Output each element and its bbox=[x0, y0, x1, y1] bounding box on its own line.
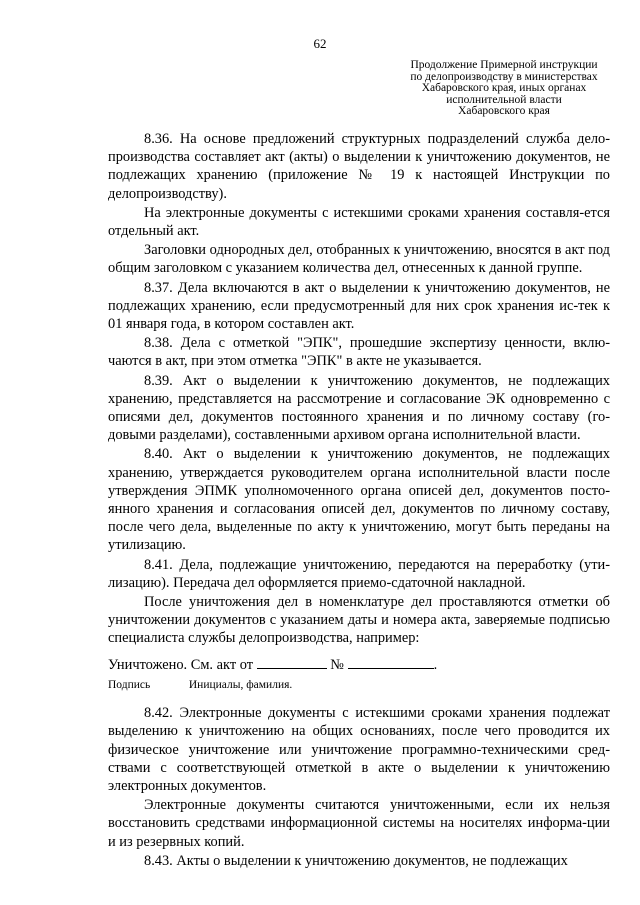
paragraph-8-40: 8.40. Акт о выделении к уничтожению документов, не подлежащих хранению, утверждается руководителем органа исполнительной власти после утверждения ЭПМК уполномоченного органа описей дел, документов посто-янного хранения и согласования описей дел, документов по личному составу, после чего дела, выделенные по акту к уничтожению, могут быть переданы на утилизацию. bbox=[108, 446, 610, 554]
number-blank-line bbox=[348, 656, 434, 669]
header-note-line: Хабаровского края bbox=[458, 105, 550, 117]
header-note bbox=[388, 60, 620, 118]
destruction-mark-example bbox=[108, 656, 610, 674]
paragraph-8-37: 8.37. Дела включаются в акт о выделении к уничтожению документов, не подлежащих хранению, если предусмотренный для них срок хранения ис-тек к 01 января года, в котором составлен акт. bbox=[108, 279, 610, 333]
number-sign: № bbox=[330, 656, 344, 673]
date-blank-line bbox=[257, 656, 327, 669]
paragraph-electronic-destroyed: Электронные документы считаются уничтоженными, если их нельзя восстановить средствами информационной системы на носителях информа-ции и из резервных копий. bbox=[108, 797, 610, 850]
paragraph-8-38: 8.38. Дела с отметкой "ЭПК", прошедшие экспертизу ценности, вклю-чаются в акт, при этом отметка "ЭПК" в акте не указывается. bbox=[108, 335, 610, 370]
paragraph-electronic-act: На электронные документы с истекшими сроками хранения составля-ется отдельный акт. bbox=[108, 204, 610, 240]
paragraph-headings: Заголовки однородных дел, отобранных к уничтожению, вносятся в акт под общим заголовком с указанием количества дел, отнесенных к данной группе. bbox=[108, 242, 610, 277]
paragraph-destruction-marks: После уничтожения дел в номенклатуре дел проставляются отметки об уничтожении документов с указанием даты и номера акта, заверяемые подписью специалиста службы делопроизводства, например: bbox=[108, 594, 610, 647]
initials-label: Инициалы, фамилия. bbox=[188, 678, 293, 691]
paragraph-8-42: 8.42. Электронные документы с истекшими сроками хранения подлежат выделению к уничтожению на общих основаниях, после чего проводится их физическое уничтожение или уничтожение программно-техническими сред-ствами с соответствующей отметкой в акте о выделении к уничтожению электронных документов. bbox=[108, 705, 610, 794]
signature-label: Подпись bbox=[108, 678, 151, 691]
paragraph-8-36: 8.36. На основе предложений структурных подразделений служба дело-производства составляет акт (акты) о выделении к уничтожению документов, не подлежащих хранению (приложение № 19 к настоящей Инструкции по делопроизводству). bbox=[108, 131, 610, 202]
header-note-line: по делопроизводству в министерствах bbox=[410, 70, 598, 83]
document-body bbox=[108, 130, 610, 871]
header-note-line: Хабаровского края, иных органах bbox=[421, 82, 587, 94]
page-number: 62 bbox=[313, 36, 327, 51]
header-note-line: исполнительной власти bbox=[446, 93, 562, 106]
paragraph-8-39: 8.39. Акт о выделении к уничтожению документов, не подлежащих хранению, представляется на рассмотрение и согласование ЭК одновременно с описями дел, документов постоянного хранения и по личному составу (го-довыми разделами), составленными архивом органа исполнительной власти. bbox=[108, 372, 610, 444]
example-end: . bbox=[433, 656, 438, 673]
header-note-line: Продолжение Примерной инструкции bbox=[410, 59, 598, 71]
example-text: Уничтожено. См. акт от bbox=[108, 656, 254, 673]
signature-line bbox=[108, 676, 610, 694]
paragraph-8-43: 8.43. Акты о выделении к уничтожению документов, не подлежащих bbox=[144, 852, 568, 869]
paragraph-8-41: 8.41. Дела, подлежащие уничтожению, передаются на переработку (ути-лизацию). Передача дел оформляется приемо-сдаточной накладной. bbox=[108, 556, 610, 591]
